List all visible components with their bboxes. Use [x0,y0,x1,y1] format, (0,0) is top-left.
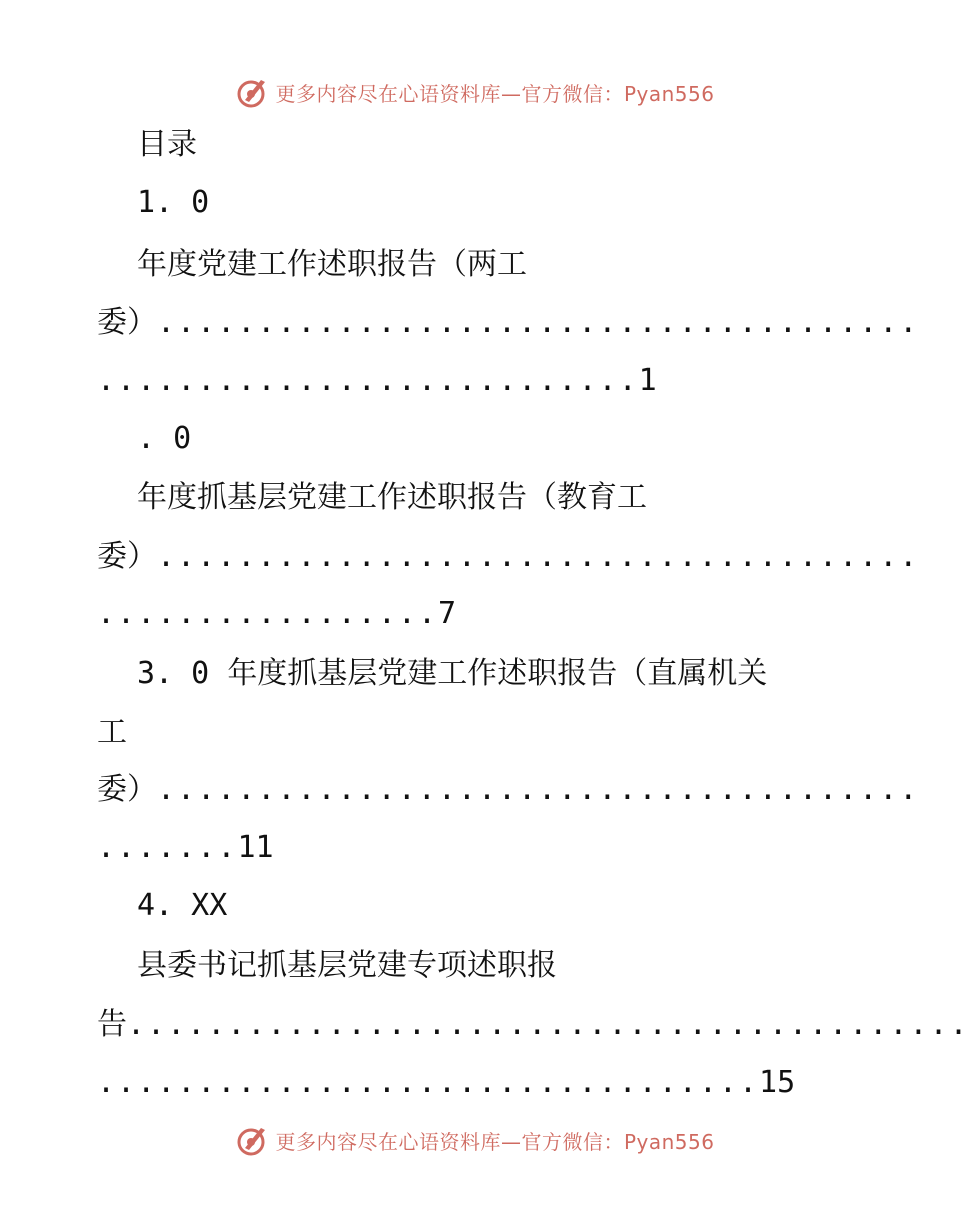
toc-entry-1-title: 年度党建工作述职报告（两工 [137,247,527,282]
toc-entry-1-wrap: 委） [97,305,157,340]
toc-entry-3-wrap-a: 工 [97,715,127,750]
toc-entry-4-number: 4. XX [137,888,228,923]
toc-entry-4-leader[interactable] [97,1007,970,1042]
header-watermark [0,72,950,112]
toc-entry-3-number: 3. 0 [137,656,210,691]
toc-entry-3-wrap-b: 委） [97,772,157,807]
watermark-text: 更多内容尽在心语资料库—官方微信：Pyan556 [275,1129,715,1154]
toc-entry-1-leader[interactable] [97,305,920,340]
toc-entry-2-dots-1: ...................................... [157,539,920,574]
toc-entry-3-title: 年度抓基层党建工作述职报告（直属机关 [227,656,768,691]
toc-entry-2-dots-2: ................. [97,596,439,631]
toc-entry-1-dots-1: ...................................... [157,305,920,340]
toc-entry-3-page: 11 [237,830,274,865]
toc-entry-2-wrap: 委） [97,539,157,574]
toc-entry-2-page: 7 [438,596,457,631]
quill-logo-icon [235,74,271,110]
toc-entry-3-dots-2: ....... [97,830,238,865]
toc-entry-3-row [137,657,767,691]
toc-heading: 目录 [137,127,197,162]
footer-watermark [0,1120,950,1160]
toc-entry-1-page: 1 [638,363,657,398]
toc-entry-3-leader[interactable] [97,772,920,807]
toc-entry-2-leader[interactable] [97,539,920,574]
toc-entry-1-dots-2: ........................... [97,363,639,398]
toc-entry-4-dots-2: ................................. [97,1065,760,1100]
toc-entry-2-title: 年度抓基层党建工作述职报告（教育工 [137,480,647,515]
toc-entry-4-dots-1: .......................................... [127,1007,970,1042]
toc-entry-4-dots-2-row[interactable] [97,1066,795,1100]
toc-entry-3-dots-2-row[interactable] [97,831,274,865]
quill-logo-icon [235,1122,271,1158]
toc-entry-1-number: 1. 0 [137,185,210,220]
toc-entry-2-number: . 0 [137,421,192,456]
toc-entry-2-dots-2-row[interactable] [97,597,456,631]
toc-entry-3-dots-1: ...................................... [157,772,920,807]
toc-entry-4-wrap: 告 [97,1007,127,1042]
watermark-text: 更多内容尽在心语资料库—官方微信：Pyan556 [275,81,715,106]
toc-entry-4-page: 15 [759,1065,796,1100]
toc-entry-4-title: 县委书记抓基层党建专项述职报 [137,948,557,983]
toc-entry-1-dots-2-row[interactable] [97,364,657,398]
